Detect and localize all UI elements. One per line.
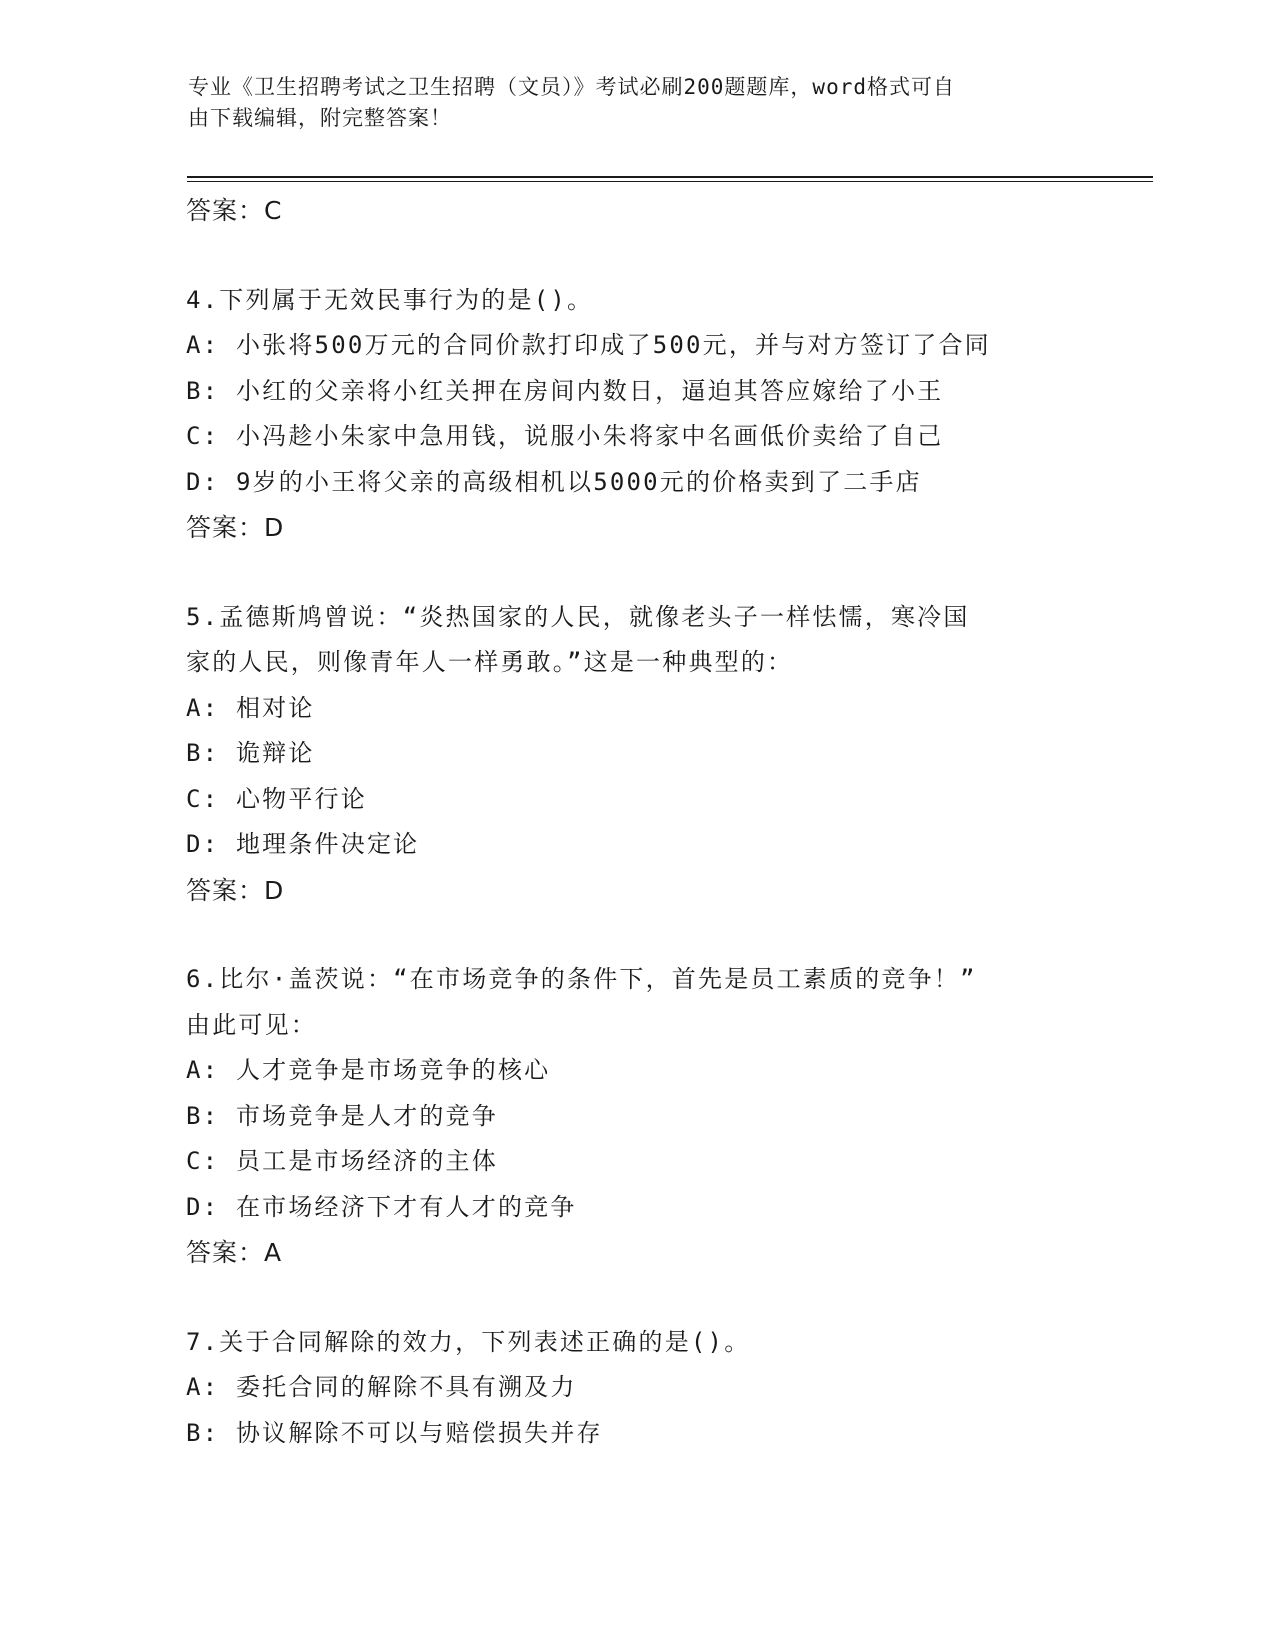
question-block [186,595,1146,914]
header-line-1: 专业《卫生招聘考试之卫生招聘（文员）》考试必刷200题题库，word格式可自 [188,75,955,99]
question-stem-continued: 家的人民，则像青年人一样勇敢。”这是一种典型的： [186,648,794,676]
question-stem-continued: 由此可见： [186,1010,317,1039]
header-divider-thin [187,181,1153,182]
question-block [186,1320,1146,1457]
question-block [186,957,1146,1276]
question-stem: 5.孟德斯鸠曾说：“炎热国家的人民，就像老头子一样怯懦，寒冷国 [186,602,970,631]
option-b: B: 协议解除不可以与赔偿损失并存 [186,1418,603,1447]
option-d: D: 9岁的小王将父亲的高级相机以5000元的价格卖到了二手店 [186,467,922,496]
option-d: D: 在市场经济下才有人才的竞争 [186,1192,577,1221]
option-a: A: 人才竞争是市场竞争的核心 [186,1056,551,1084]
question-block [186,278,1146,551]
question-stem: 7.关于合同解除的效力，下列表述正确的是()。 [186,1327,751,1356]
question-stem: 4.下列属于无效民事行为的是()。 [186,285,594,314]
answer-line: 答案：C [186,196,283,225]
header-line-2: 由下载编辑，附完整答案！ [188,106,452,130]
question-list [186,188,1146,1456]
answer-line: 答案：A [186,1238,283,1267]
answer-line: 答案：D [186,513,285,542]
option-c: C: 员工是市场经济的主体 [186,1147,498,1175]
option-b: B: 市场竞争是人才的竞争 [186,1101,498,1130]
header-divider-thick [187,176,1153,178]
document-header [188,72,1068,134]
answer-line: 答案：D [186,875,285,905]
option-a: A: 相对论 [186,693,315,722]
option-d: D: 地理条件决定论 [186,830,420,858]
question-stem: 6.比尔·盖茨说：“在市场竞争的条件下，首先是员工素质的竞争！” [186,965,977,993]
option-b: B: 诡辩论 [186,739,315,767]
option-c: C: 小冯趁小朱家中急用钱，说服小朱将家中名画低价卖给了自己 [186,422,944,450]
option-a: A: 委托合同的解除不具有溯及力 [186,1373,577,1401]
option-a: A: 小张将500万元的合同价款打印成了500元，并与对方签订了合同 [186,331,991,359]
option-c: C: 心物平行论 [186,784,367,813]
option-b: B: 小红的父亲将小红关押在房间内数日，逼迫其答应嫁给了小王 [186,376,944,405]
